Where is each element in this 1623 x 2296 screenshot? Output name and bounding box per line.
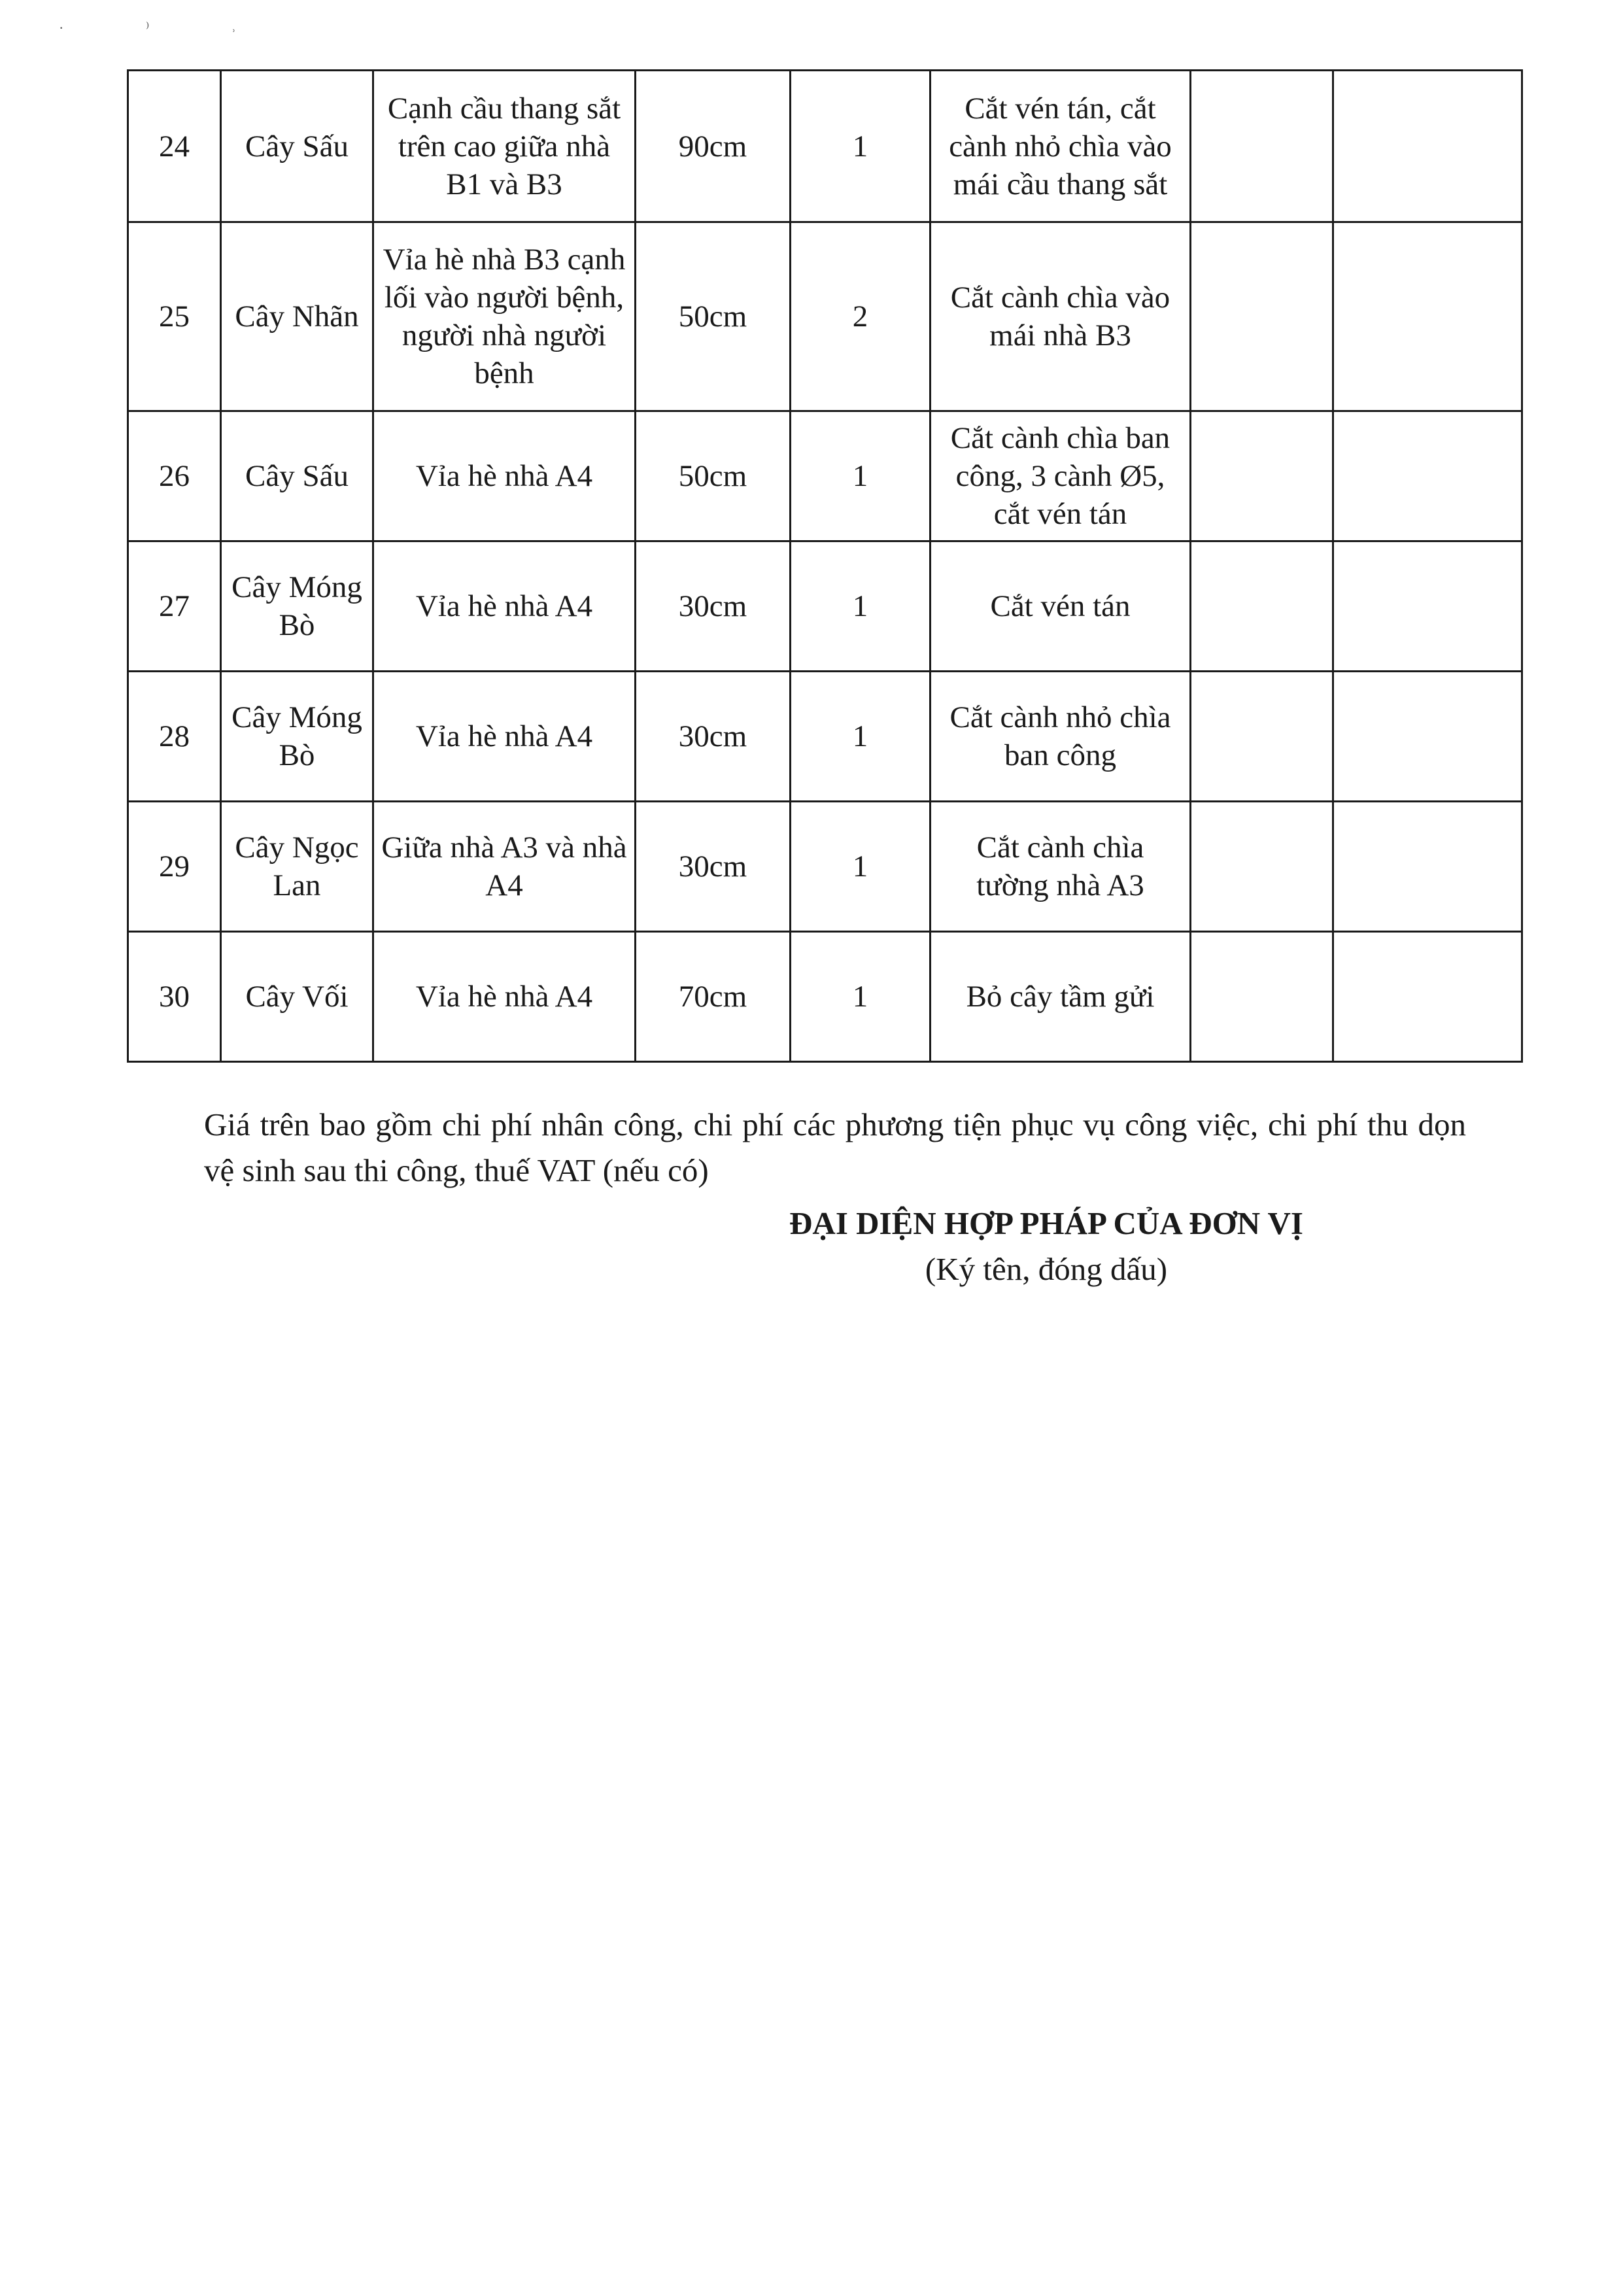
tree-pruning-table — [127, 69, 1523, 1063]
cell-tree-name: Cây Sấu — [221, 411, 373, 541]
cell-location: Vỉa hè nhà A4 — [373, 541, 636, 672]
cell-extra-2 — [1333, 541, 1522, 672]
cell-location: Vỉa hè nhà B3 cạnh lối vào người bệnh, người nhà người bệnh — [373, 222, 636, 411]
signature-subtitle: (Ký tên, đóng dấu) — [925, 1251, 1168, 1287]
cell-quantity: 1 — [791, 802, 931, 932]
cell-extra-2 — [1333, 932, 1522, 1062]
cell-tree-name: Cây Sấu — [221, 71, 373, 222]
cell-extra-2 — [1333, 672, 1522, 802]
cell-stt: 29 — [128, 802, 221, 932]
cell-stt: 24 — [128, 71, 221, 222]
cell-work: Bỏ cây tầm gửi — [931, 932, 1191, 1062]
cell-extra-2 — [1333, 71, 1522, 222]
cell-size: 30cm — [636, 672, 791, 802]
cell-quantity: 1 — [791, 71, 931, 222]
cell-extra-1 — [1191, 672, 1333, 802]
table-row — [128, 222, 1522, 411]
price-note: Giá trên bao gồm chi phí nhân công, chi phí các phương tiện phục vụ công việc, chi phí thu dọn vệ sinh sau thi công, thuế VAT (nếu có) — [204, 1106, 1466, 1188]
cell-tree-name: Cây Móng Bò — [221, 672, 373, 802]
cell-quantity: 1 — [791, 932, 931, 1062]
cell-location: Vỉa hè nhà A4 — [373, 932, 636, 1062]
table-row — [128, 541, 1522, 672]
cell-work: Cắt vén tán, cắt cành nhỏ chìa vào mái cầu thang sắt — [931, 71, 1191, 222]
cell-extra-1 — [1191, 802, 1333, 932]
cell-extra-2 — [1333, 222, 1522, 411]
cell-work: Cắt vén tán — [931, 541, 1191, 672]
cell-stt: 26 — [128, 411, 221, 541]
scan-artifact: · ⁾ ˒ — [59, 20, 276, 36]
cell-location: Cạnh cầu thang sắt trên cao giữa nhà B1 và B3 — [373, 71, 636, 222]
cell-work: Cắt cành nhỏ chìa ban công — [931, 672, 1191, 802]
cell-extra-2 — [1333, 802, 1522, 932]
cell-stt: 25 — [128, 222, 221, 411]
cell-location: Giữa nhà A3 và nhà A4 — [373, 802, 636, 932]
cell-stt: 27 — [128, 541, 221, 672]
cell-location: Vỉa hè nhà A4 — [373, 411, 636, 541]
cell-stt: 28 — [128, 672, 221, 802]
cell-tree-name: Cây Vối — [221, 932, 373, 1062]
cell-stt: 30 — [128, 932, 221, 1062]
cell-work: Cắt cành chìa tường nhà A3 — [931, 802, 1191, 932]
table-row — [128, 411, 1522, 541]
cell-size: 30cm — [636, 541, 791, 672]
cell-size: 50cm — [636, 411, 791, 541]
cell-size: 50cm — [636, 222, 791, 411]
cell-quantity: 1 — [791, 672, 931, 802]
cell-quantity: 1 — [791, 411, 931, 541]
cell-extra-1 — [1191, 411, 1333, 541]
table-row — [128, 672, 1522, 802]
cell-extra-1 — [1191, 541, 1333, 672]
cell-work: Cắt cành chìa vào mái nhà B3 — [931, 222, 1191, 411]
cell-work: Cắt cành chìa ban công, 3 cành Ø5, cắt vén tán — [931, 411, 1191, 541]
table-row — [128, 71, 1522, 222]
cell-tree-name: Cây Ngọc Lan — [221, 802, 373, 932]
cell-size: 30cm — [636, 802, 791, 932]
cell-extra-1 — [1191, 71, 1333, 222]
cell-size: 90cm — [636, 71, 791, 222]
cell-extra-1 — [1191, 932, 1333, 1062]
cell-tree-name: Cây Móng Bò — [221, 541, 373, 672]
cell-size: 70cm — [636, 932, 791, 1062]
cell-extra-1 — [1191, 222, 1333, 411]
cell-extra-2 — [1333, 411, 1522, 541]
cell-tree-name: Cây Nhãn — [221, 222, 373, 411]
signature-title: ĐẠI DIỆN HỢP PHÁP CỦA ĐƠN VỊ — [789, 1205, 1303, 1241]
cell-quantity: 2 — [791, 222, 931, 411]
cell-quantity: 1 — [791, 541, 931, 672]
cell-location: Vỉa hè nhà A4 — [373, 672, 636, 802]
table-row — [128, 802, 1522, 932]
table-row — [128, 932, 1522, 1062]
